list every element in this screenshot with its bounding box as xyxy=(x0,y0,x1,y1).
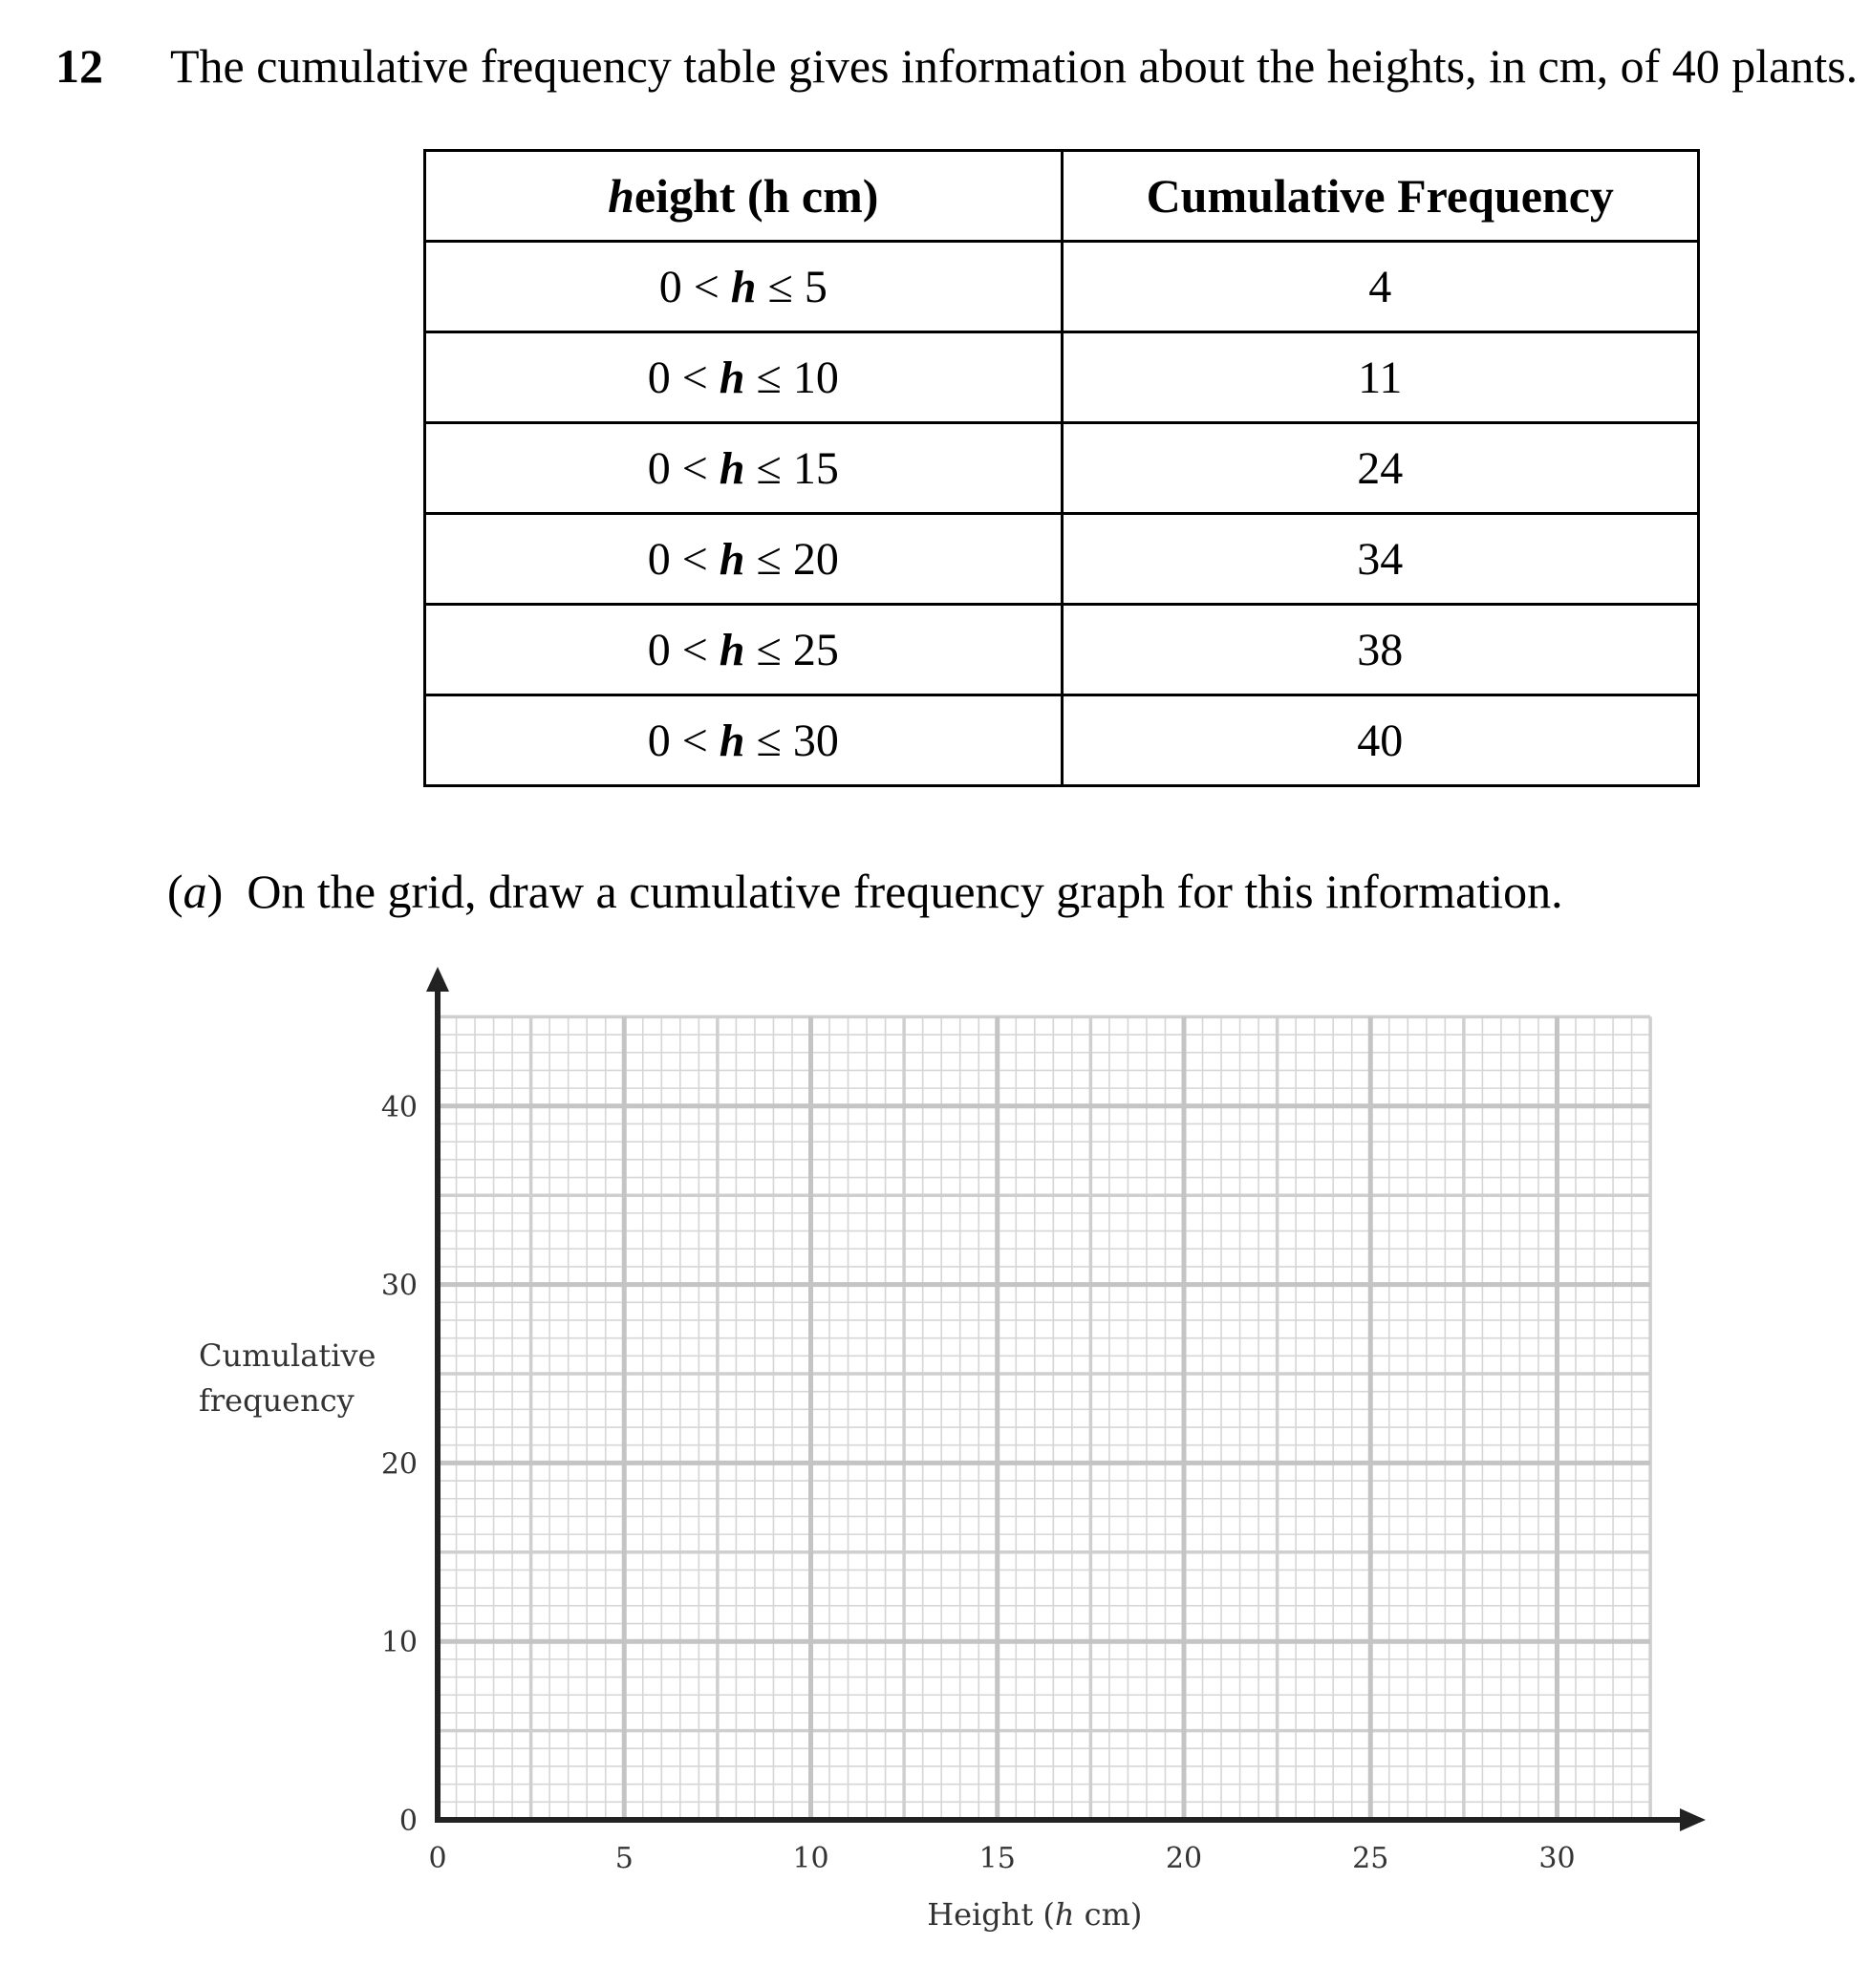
question-text: The cumulative frequency table gives information about the heights, in cm, of 40 plants. xyxy=(170,39,1859,93)
major-gridlines xyxy=(438,1016,1650,1820)
x-axis-label: Height (h cm) xyxy=(927,1896,1143,1933)
mid-gridlines xyxy=(438,1016,1650,1820)
y-tick-label: 40 xyxy=(380,1090,418,1124)
part-a-label: (a) xyxy=(167,865,224,918)
cumulative-frequency-cell: 38 xyxy=(1062,605,1699,695)
height-interval-cell: 0 < h ≤ 30 xyxy=(425,695,1063,786)
y-tick-label: 30 xyxy=(380,1269,418,1303)
cumulative-frequency-cell: 11 xyxy=(1062,332,1699,423)
cumulative-frequency-cell: 4 xyxy=(1062,242,1699,332)
y-axis-label-line1: Cumulative xyxy=(199,1337,376,1374)
x-tick-label: 5 xyxy=(614,1842,634,1875)
y-tick-label: 20 xyxy=(380,1447,418,1482)
cumulative-frequency-cell: 40 xyxy=(1062,695,1699,786)
x-tick-label: 20 xyxy=(1165,1842,1203,1875)
header-height-var: h xyxy=(608,169,634,223)
x-axis-arrow xyxy=(1680,1808,1706,1831)
question-number: 12 xyxy=(55,39,103,93)
cumulative-frequency-cell: 34 xyxy=(1062,514,1699,605)
cumulative-frequency-cell: 24 xyxy=(1062,423,1699,514)
y-axis-label-line2: frequency xyxy=(199,1382,355,1419)
height-interval-cell: 0 < h ≤ 10 xyxy=(425,332,1063,423)
minor-gridlines xyxy=(438,1016,1650,1820)
y-axis-arrow xyxy=(426,967,449,992)
height-interval-cell: 0 < h ≤ 25 xyxy=(425,605,1063,695)
x-tick-label: 30 xyxy=(1538,1842,1576,1875)
part-a-text: On the grid, draw a cumulative frequency graph for this information. xyxy=(247,865,1563,918)
height-interval-cell: 0 < h ≤ 5 xyxy=(425,242,1063,332)
x-tick-label: 25 xyxy=(1352,1842,1389,1875)
y-tick-label: 10 xyxy=(380,1626,418,1660)
header-height-after: eight (h cm) xyxy=(634,169,879,223)
header-cumulative-frequency: Cumulative Frequency xyxy=(1062,151,1699,242)
x-tick-label: 10 xyxy=(792,1842,829,1875)
y-tick-label: 0 xyxy=(398,1805,418,1838)
height-interval-cell: 0 < h ≤ 20 xyxy=(425,514,1063,605)
axes xyxy=(426,967,1706,1831)
height-interval-cell: 0 < h ≤ 15 xyxy=(425,423,1063,514)
x-tick-label: 15 xyxy=(978,1842,1016,1875)
x-tick-label: 0 xyxy=(428,1842,447,1875)
